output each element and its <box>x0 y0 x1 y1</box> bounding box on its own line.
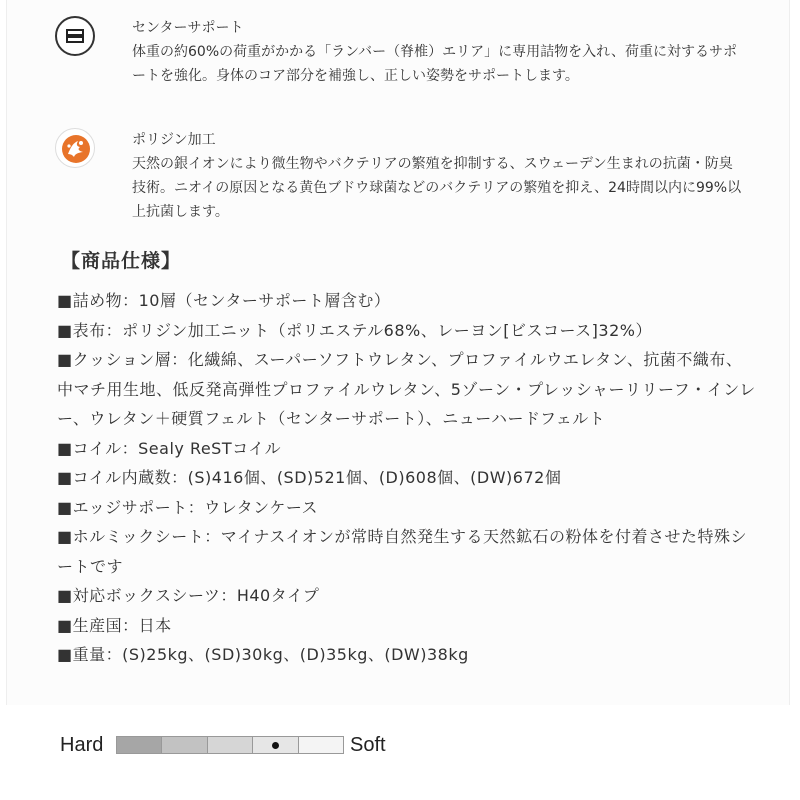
features-panel <box>6 0 790 705</box>
firmness-segment <box>208 737 253 753</box>
feature-description: 天然の銀イオンにより微生物やバクテリアの繁殖を抑制する、スウェーデン生まれの抗菌・防臭技術。ニオイの原因となる黄色ブドウ球菌などのバクテリアの繁殖を抑え、24時間以内に99%以上抗菌します。 <box>132 156 742 220</box>
firmness-hard-label: Hard <box>60 734 104 756</box>
firmness-marker <box>272 742 279 749</box>
polygiene-icon <box>55 128 95 168</box>
firmness-segment <box>253 737 298 753</box>
spec-heading: 【商品仕様】 <box>61 250 182 272</box>
spec-item: ■生産国：日本 <box>57 615 172 635</box>
spec-item: ■エッジサポート：ウレタンケース <box>57 497 319 517</box>
firmness-soft-label: Soft <box>350 734 386 756</box>
firmness-scale <box>60 733 480 757</box>
spec-item: ■対応ボックスシーツ：H40タイプ <box>57 586 320 605</box>
spec-item: ■コイル：Sealy ReSTコイル <box>57 438 282 458</box>
feature-title: ポリジン加工 <box>132 132 216 148</box>
firmness-segment <box>299 737 343 753</box>
spec-item: ■クッション層：化繊綿、スーパーソフトウレタン、プロファイルウエレタン、抗菌不織布、中マチ用生地、低反発高弾性プロファイルウレタン、5ゾーン・プレッシャーリリーフ・インレー、ウレタン＋硬質フェルト（センターサポート）、ニューハードフェルト <box>57 350 756 428</box>
firmness-scale-bar <box>116 736 344 754</box>
spec-list <box>57 286 757 670</box>
feature-description: 体重の約60%の荷重がかかる「ランバー（脊椎）エリア」に専用詰物を入れ、荷重に対するサポートを強化。身体のコア部分を補強し、正しい姿勢をサポートします。 <box>132 44 737 84</box>
spec-item: ■コイル内蔵数：(S)416個、(SD)521個、(D)608個、(DW)672個 <box>57 468 562 487</box>
spec-item: ■ホルミックシート：マイナスイオンが常時自然発生する天然鉱石の粉体を付着させた特殊シートです <box>57 527 748 576</box>
firmness-segment <box>162 737 207 753</box>
feature-title: センターサポート <box>132 20 244 36</box>
firmness-segment <box>117 737 162 753</box>
spec-item: ■表布：ポリジン加工ニット（ポリエステル68%、レーヨン[ビスコース]32%） <box>57 320 652 340</box>
spec-item: ■詰め物：10層（センターサポート層含む） <box>57 291 391 310</box>
center-support-icon <box>55 16 95 56</box>
spec-item: ■重量：(S)25kg、(SD)30kg、(D)35kg、(DW)38kg <box>57 645 469 664</box>
